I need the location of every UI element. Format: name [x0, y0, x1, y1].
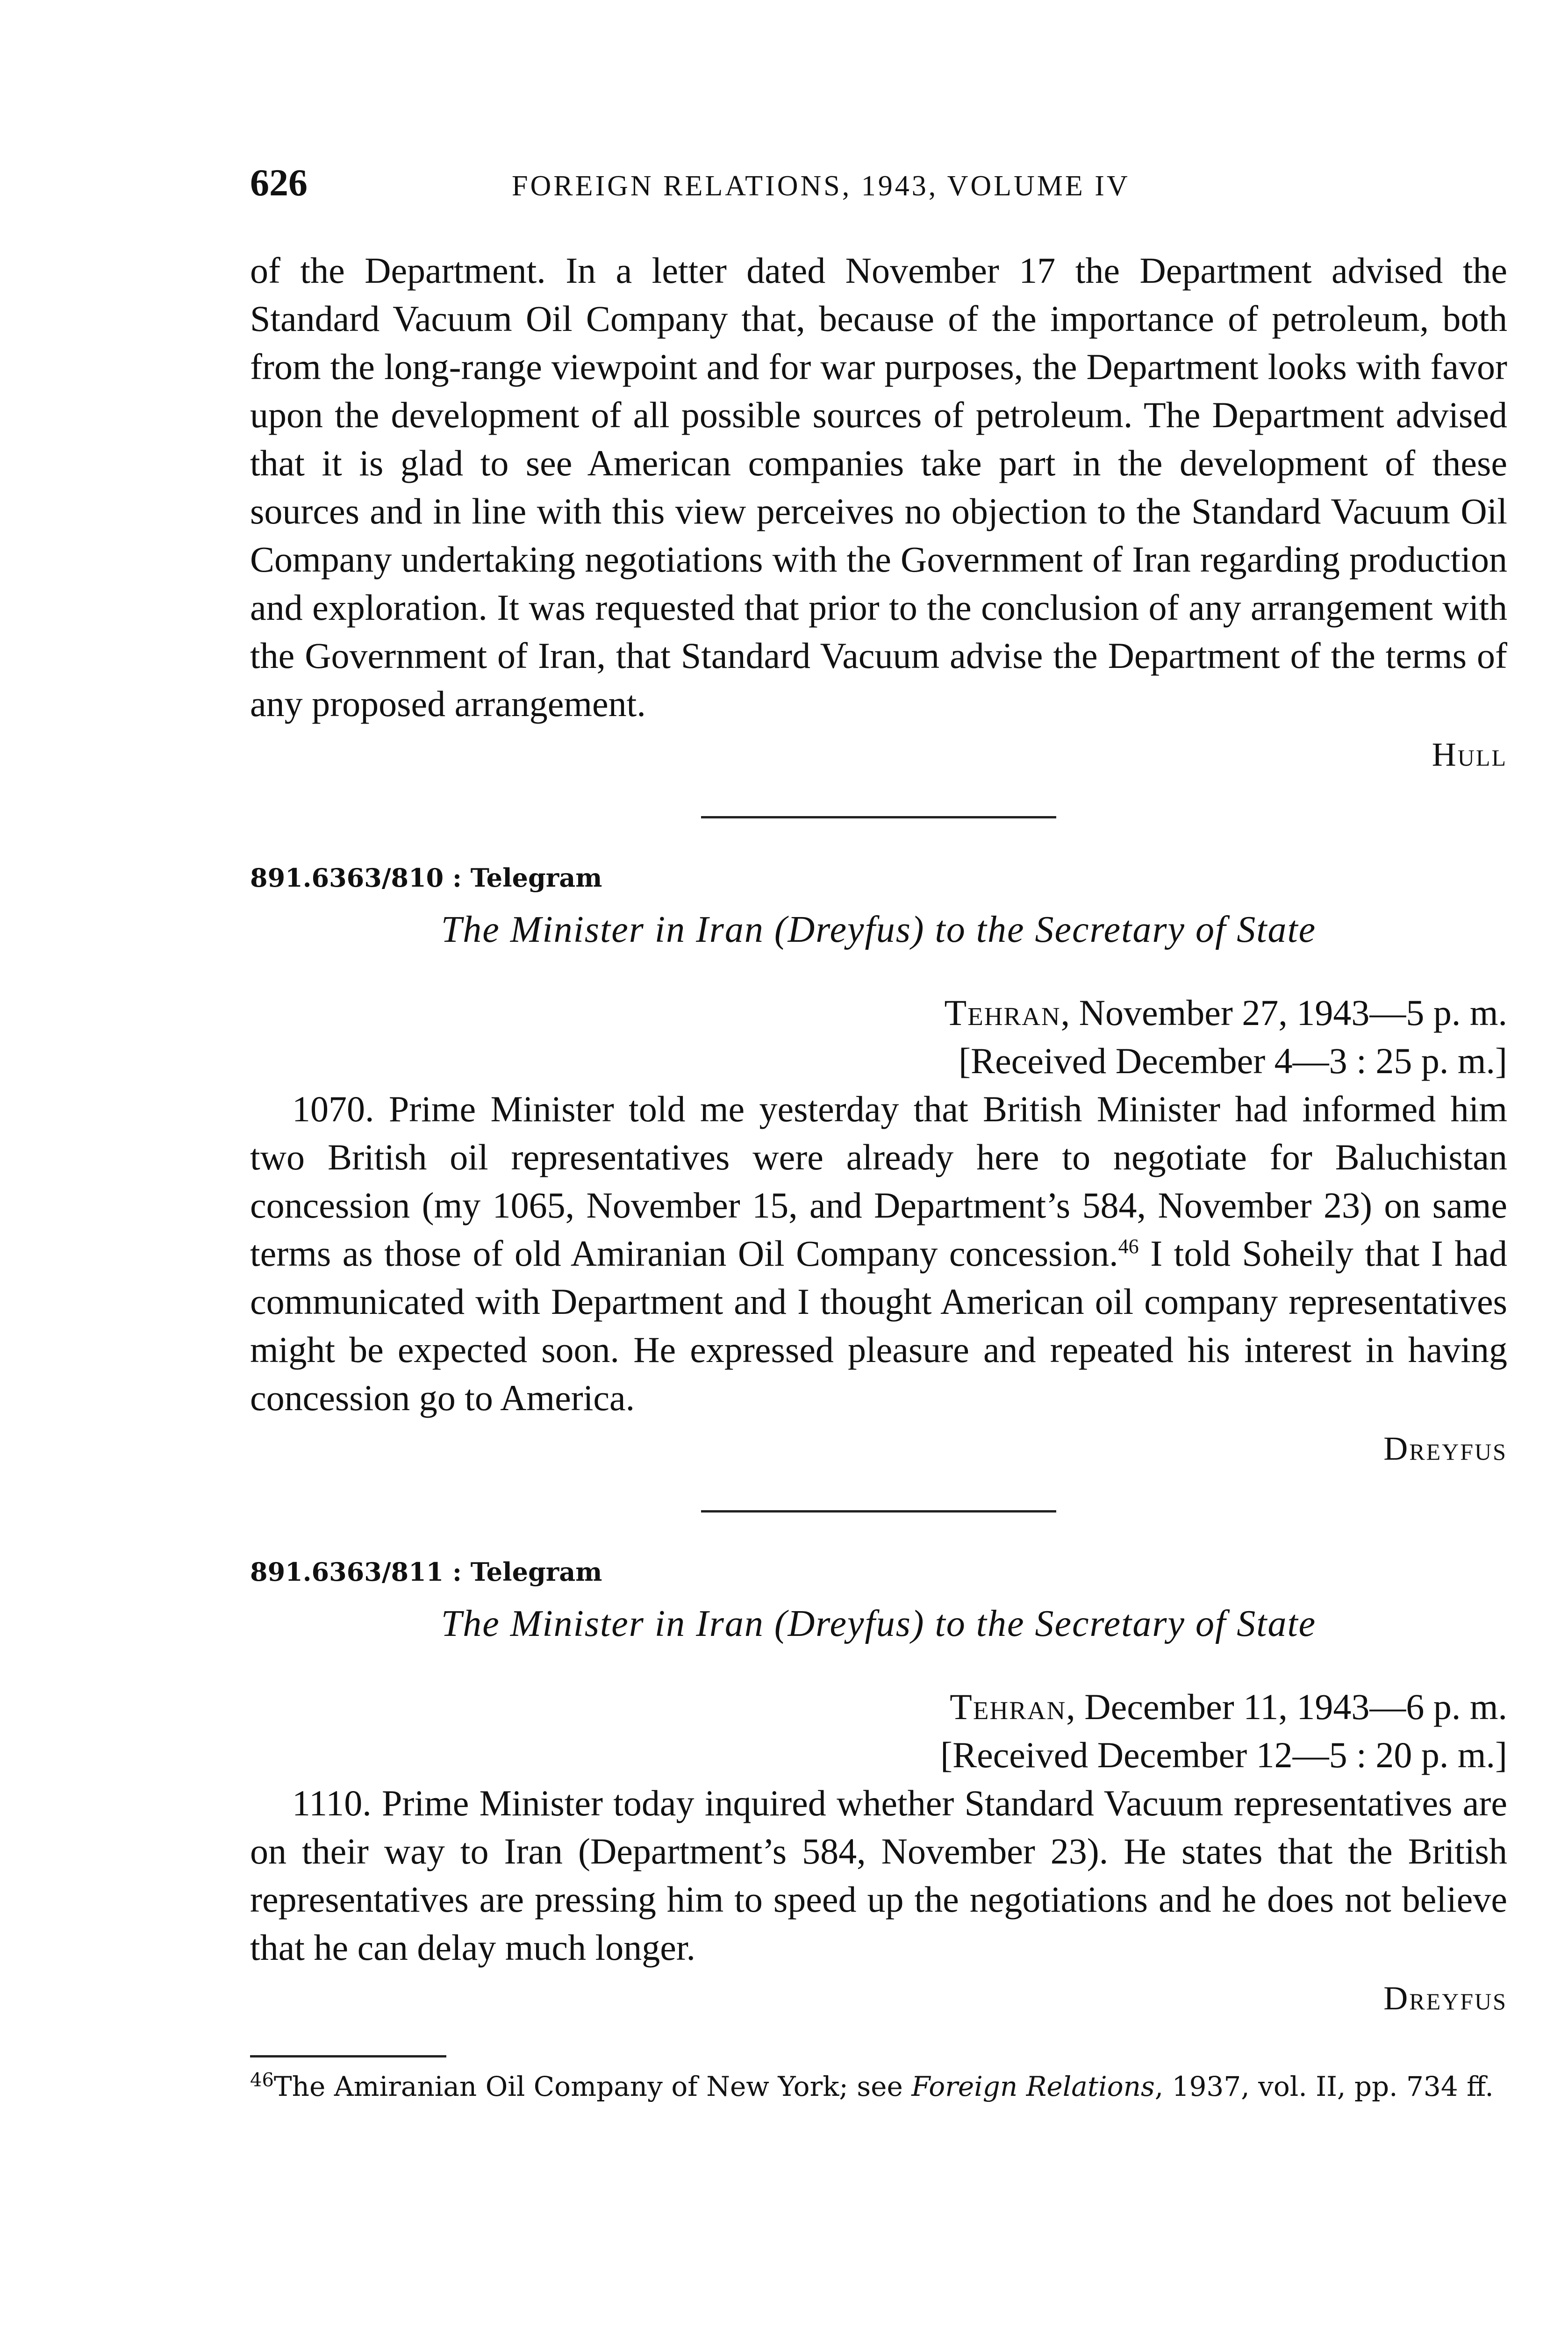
document-heading: The Minister in Iran (Dreyfus) to the Secretary of State: [441, 909, 1317, 950]
section-divider: [701, 1510, 1056, 1513]
dateline-date: , December 11, 1943—6 p. m.: [1066, 1686, 1507, 1727]
footnote-text-a: The Amiranian Oil Company of New York; see: [273, 2071, 912, 2102]
page-header: [250, 161, 1507, 204]
footnote-text-b: , 1937, vol. II, pp. 734 ff.: [1154, 2071, 1494, 2102]
page-number: 626: [250, 161, 308, 204]
signature-dreyfus: Dreyfus: [1383, 1979, 1507, 2017]
footnote-title: Foreign Relations: [911, 2071, 1155, 2102]
signature-hull: Hull: [1432, 736, 1507, 773]
footnote-divider: [250, 2055, 446, 2057]
telegram-body-part-b: I told Soheily that I had communicated with Department and I thought American oil company representatives might be expected soon. He expressed pleasure and repeated his interest in having concession go to America.: [250, 1233, 1507, 1418]
dateline-place: Tehran: [944, 992, 1061, 1033]
telegram-body: 1110. Prime Minister today inquired whether Standard Vacuum representatives are on their way to Iran (Department’s 584, November 23). He states that the British representatives are pressing him to speed up the negotiations and he does not believe that he can delay much longer.: [250, 1783, 1507, 1968]
running-head: FOREIGN RELATIONS, 1943, VOLUME IV: [512, 170, 1130, 202]
telegram-body-part-a: 1070. Prime Minister told me yesterday that British Minister had informed him two British oil representatives were already here to negotiate for Baluchistan concession (my 1065, November 15, and Department’s 584, November 23) on same terms as those of old Amiranian Oil Company concession.: [250, 1089, 1507, 1274]
dateline-received: [Received December 4—3 : 25 p. m.]: [959, 1040, 1507, 1081]
dateline-sent: [250, 989, 1507, 1037]
file-reference: 891.6363/811 : Telegram: [250, 1557, 602, 1587]
document-page: [250, 161, 1507, 2102]
footnote-mark: 46: [250, 2069, 274, 2091]
file-reference: 891.6363/810 : Telegram: [250, 863, 602, 893]
footnote: [250, 2071, 1507, 2102]
section-divider: [701, 816, 1056, 818]
signature-dreyfus: Dreyfus: [1383, 1430, 1507, 1467]
footnote-reference: 46: [1118, 1235, 1139, 1258]
dateline-date: , November 27, 1943—5 p. m.: [1060, 992, 1507, 1033]
intro-paragraph: of the Department. In a letter dated November 17 the Department advised the Standard Vacuum Oil Company that, because of the importance of petroleum, both from the long-range viewpoint and for war purposes, the Department looks with favor upon the development of all possible sources of petroleum. The Department advised that it is glad to see American companies take part in the development of these sources and in line with this view perceives no objection to the Standard Vacuum Oil Company undertaking negotiations with the Government of Iran regarding production and exploration. It was requested that prior to the conclusion of any arrangement with the Government of Iran, that Standard Vacuum advise the Department of the terms of any proposed arrangement.: [250, 250, 1507, 724]
document-heading: The Minister in Iran (Dreyfus) to the Secretary of State: [441, 1603, 1317, 1644]
dateline-sent: [250, 1683, 1507, 1731]
telegram-body: [250, 1085, 1507, 1422]
dateline-place: Tehran: [950, 1686, 1067, 1727]
dateline-received: [Received December 12—5 : 20 p. m.]: [940, 1735, 1507, 1775]
